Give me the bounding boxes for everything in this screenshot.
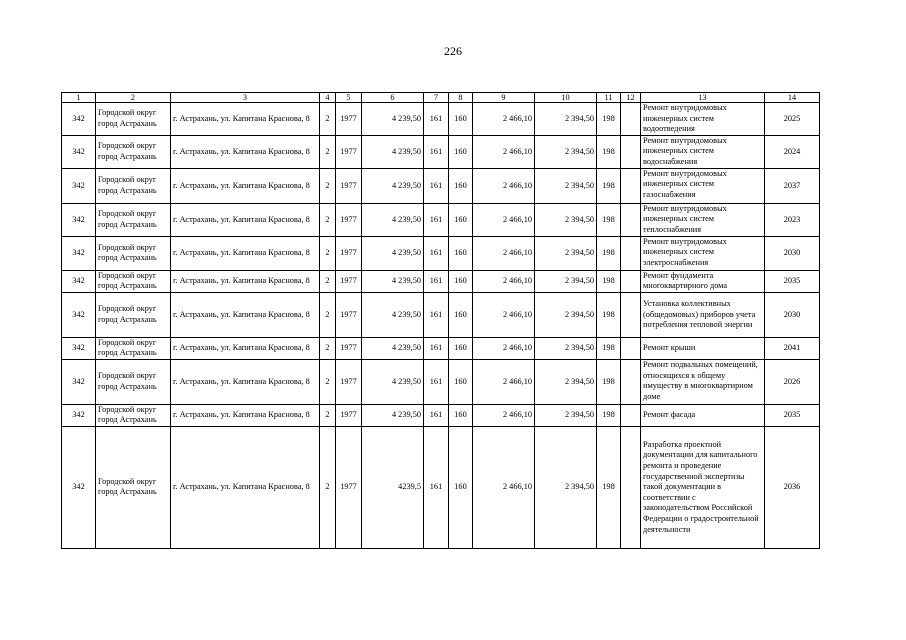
column-number-2: 2: [96, 93, 171, 103]
address: г. Астрахань, ул. Капитана Краснова, 8: [171, 135, 320, 168]
column-12-value: [621, 337, 641, 359]
column-11-value: 198: [597, 103, 621, 136]
column-number-6: 6: [362, 93, 424, 103]
row-number: 342: [62, 103, 96, 136]
year-built: 1977: [336, 359, 362, 404]
municipality: Городской округ город Астрахань: [96, 404, 171, 426]
floors: 2: [320, 359, 336, 404]
municipality: Городской округ город Астрахань: [96, 236, 171, 270]
capital-repair-table: [61, 92, 820, 549]
column-7-value: 161: [424, 426, 449, 548]
table-row: [62, 135, 820, 168]
column-number-1: 1: [62, 93, 96, 103]
total-area: 4239,5: [362, 426, 424, 548]
column-11-value: 198: [597, 236, 621, 270]
column-8-value: 160: [449, 135, 473, 168]
table-row: [62, 359, 820, 404]
municipality: Городской округ город Астрахань: [96, 135, 171, 168]
address: г. Астрахань, ул. Капитана Краснова, 8: [171, 168, 320, 203]
repair-work-type: Ремонт внутридомовых инженерных систем газоснабжения: [641, 168, 765, 203]
address: г. Астрахань, ул. Капитана Краснова, 8: [171, 359, 320, 404]
planned-year: 2037: [765, 168, 820, 203]
column-10-value: 2 394,50: [535, 404, 597, 426]
floors: 2: [320, 292, 336, 337]
year-built: 1977: [336, 426, 362, 548]
column-8-value: 160: [449, 203, 473, 236]
column-7-value: 161: [424, 270, 449, 292]
year-built: 1977: [336, 292, 362, 337]
municipality: Городской округ город Астрахань: [96, 337, 171, 359]
column-number-12: 12: [621, 93, 641, 103]
planned-year: 2026: [765, 359, 820, 404]
table-row: [62, 270, 820, 292]
column-number-13: 13: [641, 93, 765, 103]
planned-year: 2024: [765, 135, 820, 168]
planned-year: 2036: [765, 426, 820, 548]
column-7-value: 161: [424, 337, 449, 359]
row-number: 342: [62, 135, 96, 168]
column-7-value: 161: [424, 359, 449, 404]
planned-year: 2030: [765, 292, 820, 337]
table-row: [62, 426, 820, 548]
column-12-value: [621, 236, 641, 270]
column-8-value: 160: [449, 337, 473, 359]
total-area: 4 239,50: [362, 135, 424, 168]
column-11-value: 198: [597, 404, 621, 426]
column-10-value: 2 394,50: [535, 337, 597, 359]
column-number-11: 11: [597, 93, 621, 103]
row-number: 342: [62, 359, 96, 404]
total-area: 4 239,50: [362, 270, 424, 292]
year-built: 1977: [336, 236, 362, 270]
column-7-value: 161: [424, 168, 449, 203]
row-number: 342: [62, 236, 96, 270]
planned-year: 2035: [765, 404, 820, 426]
column-11-value: 198: [597, 359, 621, 404]
address: г. Астрахань, ул. Капитана Краснова, 8: [171, 404, 320, 426]
column-9-value: 2 466,10: [473, 168, 535, 203]
column-8-value: 160: [449, 103, 473, 136]
floors: 2: [320, 168, 336, 203]
column-9-value: 2 466,10: [473, 292, 535, 337]
column-9-value: 2 466,10: [473, 236, 535, 270]
year-built: 1977: [336, 337, 362, 359]
column-7-value: 161: [424, 103, 449, 136]
column-9-value: 2 466,10: [473, 359, 535, 404]
repair-work-type: Разработка проектной документации для капитального ремонта и проведение государственной экспертизы такой документации в соответствии с законодательством Российской Федерации о градостроительной деятельности: [641, 426, 765, 548]
column-10-value: 2 394,50: [535, 135, 597, 168]
floors: 2: [320, 404, 336, 426]
column-10-value: 2 394,50: [535, 103, 597, 136]
repair-work-type: Ремонт внутридомовых инженерных систем электроснабжения: [641, 236, 765, 270]
column-number-14: 14: [765, 93, 820, 103]
total-area: 4 239,50: [362, 292, 424, 337]
year-built: 1977: [336, 404, 362, 426]
municipality: Городской округ город Астрахань: [96, 270, 171, 292]
total-area: 4 239,50: [362, 168, 424, 203]
column-7-value: 161: [424, 292, 449, 337]
repair-work-type: Ремонт внутридомовых инженерных систем теплоснабжения: [641, 203, 765, 236]
table-row: [62, 292, 820, 337]
table-row: [62, 203, 820, 236]
floors: 2: [320, 426, 336, 548]
column-7-value: 161: [424, 404, 449, 426]
column-7-value: 161: [424, 236, 449, 270]
municipality: Городской округ город Астрахань: [96, 359, 171, 404]
column-10-value: 2 394,50: [535, 168, 597, 203]
column-11-value: 198: [597, 426, 621, 548]
repair-work-type: Ремонт крыши: [641, 337, 765, 359]
row-number: 342: [62, 168, 96, 203]
table-row: [62, 404, 820, 426]
row-number: 342: [62, 203, 96, 236]
table-row: [62, 236, 820, 270]
year-built: 1977: [336, 203, 362, 236]
planned-year: 2041: [765, 337, 820, 359]
column-12-value: [621, 292, 641, 337]
column-12-value: [621, 270, 641, 292]
column-8-value: 160: [449, 426, 473, 548]
year-built: 1977: [336, 135, 362, 168]
header-row: [62, 93, 820, 103]
planned-year: 2023: [765, 203, 820, 236]
column-12-value: [621, 359, 641, 404]
municipality: Городской округ город Астрахань: [96, 426, 171, 548]
column-12-value: [621, 203, 641, 236]
column-7-value: 161: [424, 135, 449, 168]
row-number: 342: [62, 404, 96, 426]
column-10-value: 2 394,50: [535, 426, 597, 548]
repair-work-type: Установка коллективных (общедомовых) приборов учета потребления тепловой энергии: [641, 292, 765, 337]
column-9-value: 2 466,10: [473, 337, 535, 359]
municipality: Городской округ город Астрахань: [96, 203, 171, 236]
total-area: 4 239,50: [362, 359, 424, 404]
address: г. Астрахань, ул. Капитана Краснова, 8: [171, 292, 320, 337]
column-12-value: [621, 103, 641, 136]
floors: 2: [320, 337, 336, 359]
column-11-value: 198: [597, 203, 621, 236]
column-8-value: 160: [449, 168, 473, 203]
column-number-8: 8: [449, 93, 473, 103]
address: г. Астрахань, ул. Капитана Краснова, 8: [171, 270, 320, 292]
column-9-value: 2 466,10: [473, 135, 535, 168]
column-9-value: 2 466,10: [473, 404, 535, 426]
address: г. Астрахань, ул. Капитана Краснова, 8: [171, 426, 320, 548]
floors: 2: [320, 135, 336, 168]
floors: 2: [320, 236, 336, 270]
column-number-10: 10: [535, 93, 597, 103]
column-12-value: [621, 426, 641, 548]
municipality: Городской округ город Астрахань: [96, 103, 171, 136]
total-area: 4 239,50: [362, 103, 424, 136]
address: г. Астрахань, ул. Капитана Краснова, 8: [171, 236, 320, 270]
floors: 2: [320, 270, 336, 292]
total-area: 4 239,50: [362, 203, 424, 236]
address: г. Астрахань, ул. Капитана Краснова, 8: [171, 203, 320, 236]
column-9-value: 2 466,10: [473, 426, 535, 548]
municipality: Городской округ город Астрахань: [96, 292, 171, 337]
column-8-value: 160: [449, 236, 473, 270]
total-area: 4 239,50: [362, 404, 424, 426]
column-11-value: 198: [597, 337, 621, 359]
column-number-4: 4: [320, 93, 336, 103]
column-10-value: 2 394,50: [535, 203, 597, 236]
column-11-value: 198: [597, 135, 621, 168]
table-row: [62, 337, 820, 359]
column-8-value: 160: [449, 359, 473, 404]
row-number: 342: [62, 337, 96, 359]
column-12-value: [621, 168, 641, 203]
column-number-3: 3: [171, 93, 320, 103]
address: г. Астрахань, ул. Капитана Краснова, 8: [171, 337, 320, 359]
repair-work-type: Ремонт внутридомовых инженерных систем водоснабжения: [641, 135, 765, 168]
repair-work-type: Ремонт фундамента многоквартирного дома: [641, 270, 765, 292]
column-number-9: 9: [473, 93, 535, 103]
floors: 2: [320, 203, 336, 236]
floors: 2: [320, 103, 336, 136]
column-12-value: [621, 404, 641, 426]
column-9-value: 2 466,10: [473, 103, 535, 136]
page-number: 226: [444, 44, 462, 58]
table-row: [62, 168, 820, 203]
address: г. Астрахань, ул. Капитана Краснова, 8: [171, 103, 320, 136]
planned-year: 2030: [765, 236, 820, 270]
repair-work-type: Ремонт подвальных помещений, относящихся к общему имуществу в многоквартирном доме: [641, 359, 765, 404]
municipality: Городской округ город Астрахань: [96, 168, 171, 203]
column-8-value: 160: [449, 270, 473, 292]
column-10-value: 2 394,50: [535, 236, 597, 270]
column-11-value: 198: [597, 168, 621, 203]
row-number: 342: [62, 270, 96, 292]
year-built: 1977: [336, 168, 362, 203]
column-number-7: 7: [424, 93, 449, 103]
column-8-value: 160: [449, 292, 473, 337]
total-area: 4 239,50: [362, 236, 424, 270]
column-8-value: 160: [449, 404, 473, 426]
column-11-value: 198: [597, 292, 621, 337]
row-number: 342: [62, 292, 96, 337]
column-12-value: [621, 135, 641, 168]
column-10-value: 2 394,50: [535, 270, 597, 292]
year-built: 1977: [336, 103, 362, 136]
column-10-value: 2 394,50: [535, 359, 597, 404]
column-9-value: 2 466,10: [473, 270, 535, 292]
column-9-value: 2 466,10: [473, 203, 535, 236]
column-11-value: 198: [597, 270, 621, 292]
column-7-value: 161: [424, 203, 449, 236]
year-built: 1977: [336, 270, 362, 292]
repair-work-type: Ремонт фасада: [641, 404, 765, 426]
planned-year: 2025: [765, 103, 820, 136]
total-area: 4 239,50: [362, 337, 424, 359]
row-number: 342: [62, 426, 96, 548]
column-10-value: 2 394,50: [535, 292, 597, 337]
column-number-5: 5: [336, 93, 362, 103]
repair-work-type: Ремонт внутридомовых инженерных систем водоотведения: [641, 103, 765, 136]
table-row: [62, 103, 820, 136]
planned-year: 2035: [765, 270, 820, 292]
